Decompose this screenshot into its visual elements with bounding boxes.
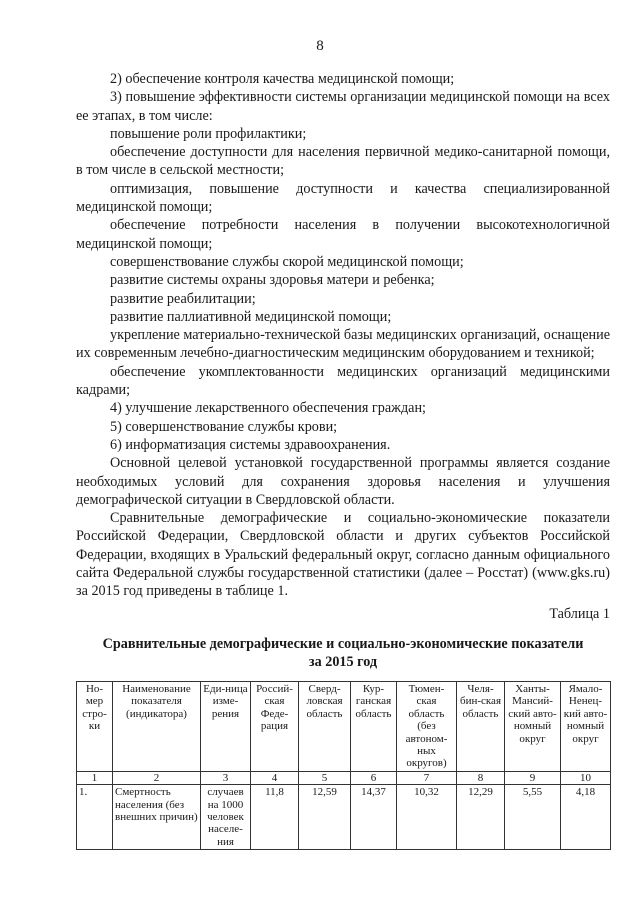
paragraph: повышение роли профилактики; bbox=[110, 125, 307, 142]
header-cell: Тюмен-ская область (без автоном-ных округов) bbox=[397, 682, 457, 772]
table-title-line: за 2015 год bbox=[308, 654, 378, 670]
value-cell-khmao: 5,55 bbox=[505, 785, 561, 850]
paragraph: 4) улучшение лекарственного обеспечения граждан; bbox=[110, 400, 426, 417]
value-cell-yanao: 4,18 bbox=[561, 785, 611, 850]
paragraph: развитие системы охраны здоровья матери и ребенка; bbox=[110, 272, 435, 289]
paragraph: Основной целевой установкой государственной программы является создание необходимых условий для сохранения здоровья населения и улучшения демографической ситуации в Свердловской области. bbox=[76, 455, 610, 508]
header-cell: Челя-бин-ская область bbox=[457, 682, 505, 772]
table-header-row bbox=[77, 682, 611, 772]
value-cell-tyumen: 10,32 bbox=[397, 785, 457, 850]
column-number-cell: 1 bbox=[77, 771, 113, 784]
value-cell-chelyabinsk: 12,29 bbox=[457, 785, 505, 850]
table-row bbox=[77, 785, 611, 850]
column-number-cell: 7 bbox=[397, 771, 457, 784]
unit-cell: случаев на 1000 человек населе-ния bbox=[201, 785, 251, 850]
row-number-cell: 1. bbox=[77, 785, 113, 850]
header-cell: Ямало-Ненец-кий авто-номный округ bbox=[561, 682, 611, 772]
column-number-cell: 9 bbox=[505, 771, 561, 784]
page-number: 8 bbox=[316, 38, 324, 54]
column-number-cell: 8 bbox=[457, 771, 505, 784]
column-number-cell: 4 bbox=[251, 771, 299, 784]
value-cell-sverdlovsk: 12,59 bbox=[299, 785, 351, 850]
paragraph: обеспечение потребности населения в получении высокотехнологичной медицинской помощи; bbox=[76, 217, 610, 252]
column-number-cell: 3 bbox=[201, 771, 251, 784]
paragraph: 2) обеспечение контроля качества медицинской помощи; bbox=[110, 71, 455, 87]
table-title bbox=[76, 635, 610, 671]
indicator-name-cell: Смертность населения (без внешних причин) bbox=[113, 785, 201, 850]
body-text bbox=[76, 70, 610, 601]
column-number-cell: 2 bbox=[113, 771, 201, 784]
paragraph: совершенствование службы скорой медицинской помощи; bbox=[110, 253, 464, 270]
header-cell: Ханты-Мансий-ский авто-номный округ bbox=[505, 682, 561, 772]
column-number-row bbox=[77, 771, 611, 784]
paragraph: развитие реабилитации; bbox=[110, 290, 256, 307]
column-number-cell: 5 bbox=[299, 771, 351, 784]
column-number-cell: 10 bbox=[561, 771, 611, 784]
column-number-cell: 6 bbox=[351, 771, 397, 784]
header-cell: Россий-ская Феде-рация bbox=[251, 682, 299, 772]
value-cell-rf: 11,8 bbox=[251, 785, 299, 850]
header-cell: Кур-ганская область bbox=[351, 682, 397, 772]
paragraph: развитие паллиативной медицинской помощи; bbox=[110, 308, 392, 325]
header-cell: Но-мер стро-ки bbox=[77, 682, 113, 772]
header-cell: Еди-ница изме-рения bbox=[201, 682, 251, 772]
data-table bbox=[76, 681, 611, 850]
paragraph: обеспечение доступности для населения первичной медико-санитарной помощи, в том числе в сельской местности; bbox=[76, 144, 610, 179]
header-cell: Наименование показателя (индикатора) bbox=[113, 682, 201, 772]
paragraph: 6) информатизация системы здравоохранения. bbox=[110, 436, 391, 453]
paragraph: оптимизация, повышение доступности и качества специализированной медицинской помощи; bbox=[76, 180, 610, 216]
paragraph: 5) совершенствование службы крови; bbox=[110, 418, 338, 435]
header-cell: Сверд-ловская область bbox=[299, 682, 351, 772]
paragraph: укрепление материально-технической базы медицинских организаций, оснащение их современным лечебно-диагностическим медицинским оборудованием и техникой; bbox=[76, 327, 610, 362]
value-cell-kurgan: 14,37 bbox=[351, 785, 397, 850]
paragraph: обеспечение укомплектованности медицинских организаций медицинскими кадрами; bbox=[76, 363, 610, 399]
table-label: Таблица 1 bbox=[549, 606, 610, 622]
table-title-line: Сравнительные демографические и социально-экономические показатели bbox=[102, 636, 584, 652]
paragraph: Сравнительные демографические и социально-экономические показатели Российской Федерации, Свердловской области и других субъектов Российской Федерации, входящих в Уральский федеральный округ, согласно данным официального сайта Федеральной службы государственной статистики (далее – Росстат) (www.gks.ru) за 2015 год приведены в таблице 1. bbox=[76, 510, 610, 600]
paragraph: 3) повышение эффективности системы организации медицинской помощи на всех ее этапах, в том числе: bbox=[76, 89, 610, 124]
